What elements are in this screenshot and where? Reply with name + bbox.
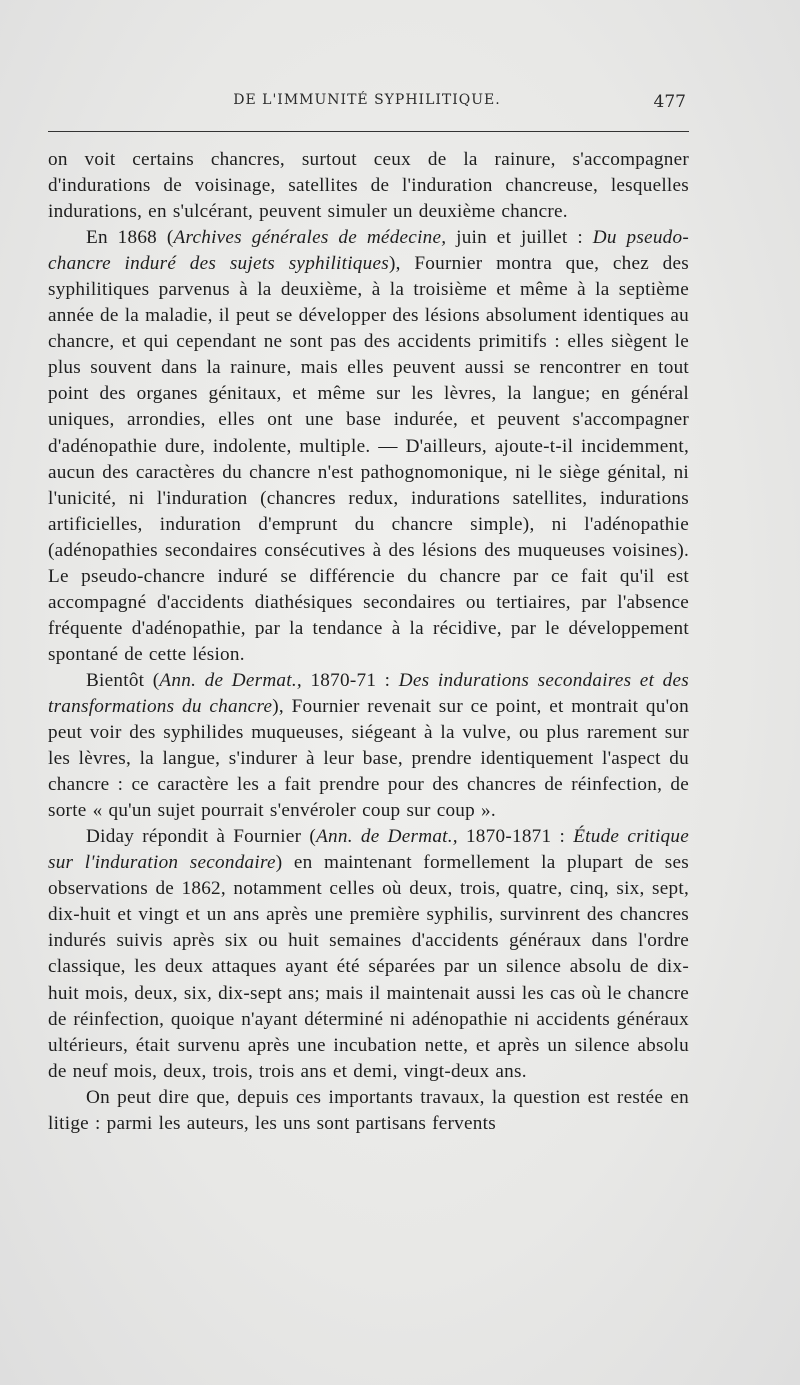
text-run: Diday répondit à Fournier ( — [86, 826, 317, 848]
page-number: 477 — [653, 92, 686, 112]
italic-citation: Archives générales de médecine, — [173, 227, 447, 249]
italic-citation: Étude critique sur l'induration secondaire — [48, 826, 689, 874]
header-rule — [48, 131, 689, 132]
paragraph-5 — [48, 1085, 689, 1137]
text-run: ), Fournier montra que, chez des syphilitiques parvenus à la deuxième, à la troisième et même à la septième année de la maladie, il peut se développer des lésions absolument identiques au chancre, et qui cependant ne sont pas des accidents primitifs : elles siègent le plus souvent dans la rainure, mais elles peuvent aussi se rencontrer en tout point des organes génitaux, et même sur les lèvres, la langue; en général uniques, arrondies, elles ont une base indurée, et peuvent s'accompagner d'adénopathie dure, indolente, multiple. — D'ailleurs, ajoute-t-il incidemment, aucun des caractères du chancre n'est pathognomonique, ni le siège génital, ni l'unicité, ni l'induration (chancres redux, indurations satellites, indurations artificielles, induration d'emprunt du chancre simple), ni l'adénopathie (adénopathies secondaires consécutives à des lésions des muqueuses voisines). Le pseudo-chancre induré se différencie du chancre par ce fait qu'il est accompagné d'accidents diathésiques secondaires ou tertiaires, par l'absence fréquente d'adénopathie, par la tendance à la récidive, par le développement spontané de cette lésion. — [48, 253, 689, 665]
paragraph-3 — [48, 668, 689, 824]
text-run: ) en maintenant formellement la plupart de ses observations de 1862, notamment celles où deux, trois, quatre, cinq, six, sept, dix-huit et vingt et un ans après une première syphilis, survinrent des chancres indurés suivis après six ou huit semaines d'accidents généraux dans l'ordre classique, les deux attaques ayant été séparées par un silence absolu de dix-huit mois, deux, six, dix-sept ans; mais il maintenait aussi les cas où le chancre de réinfection, quoique n'ayant déterminé ni adénopathie ni accidents généraux ultérieurs, était survenu après une incubation nette, et après un silence absolu de neuf mois, deux, trois, trois ans et demi, vingt-deux ans. — [48, 852, 689, 1082]
paragraph-2 — [48, 225, 689, 668]
italic-citation: Du pseudo-chancre induré des sujets syphilitiques — [48, 227, 689, 275]
text-run: 1870-1871 : — [457, 826, 574, 848]
text-run: 1870-71 : — [301, 669, 399, 691]
page-header — [48, 92, 686, 118]
paragraph-1 — [48, 147, 689, 225]
text-run: On peut dire que, depuis ces importants travaux, la question est restée en litige : parmi les auteurs, les uns sont partisans fervents — [48, 1086, 689, 1134]
italic-citation: Ann. de Dermat., — [159, 669, 302, 691]
text-run: En 1868 ( — [86, 227, 174, 249]
text-run: Bientôt ( — [86, 669, 160, 691]
text-run: ), Fournier revenait sur ce point, et montrait qu'on peut voir des syphilides muqueuses, siégeant à la vulve, ou plus rarement sur les lèvres, la langue, s'indurer à leur base, prendre identiquement l'aspect du chancre : ce caractère les a fait prendre pour des chancres de réinfection, de sorte « qu'un sujet pourrait s'envéroler coup sur coup ». — [48, 695, 689, 822]
running-head — [48, 92, 686, 108]
text-run: on voit certains chancres, surtout ceux de la rainure, s'accompagner d'indurations de voisinage, satellites de l'induration chancreuse, lesquelles indurations, en s'ulcérant, peuvent simuler un deuxième chancre. — [48, 149, 689, 223]
body-text — [48, 147, 689, 1137]
italic-citation: Ann. de Dermat., — [316, 826, 458, 848]
text-run: juin et juillet : — [446, 227, 593, 249]
running-head-text: DE L'IMMUNITÉ SYPHILITIQUE. — [233, 92, 501, 108]
paragraph-4 — [48, 824, 689, 1084]
italic-citation: Des indurations secondaires et des transformations du chancre — [48, 669, 689, 717]
